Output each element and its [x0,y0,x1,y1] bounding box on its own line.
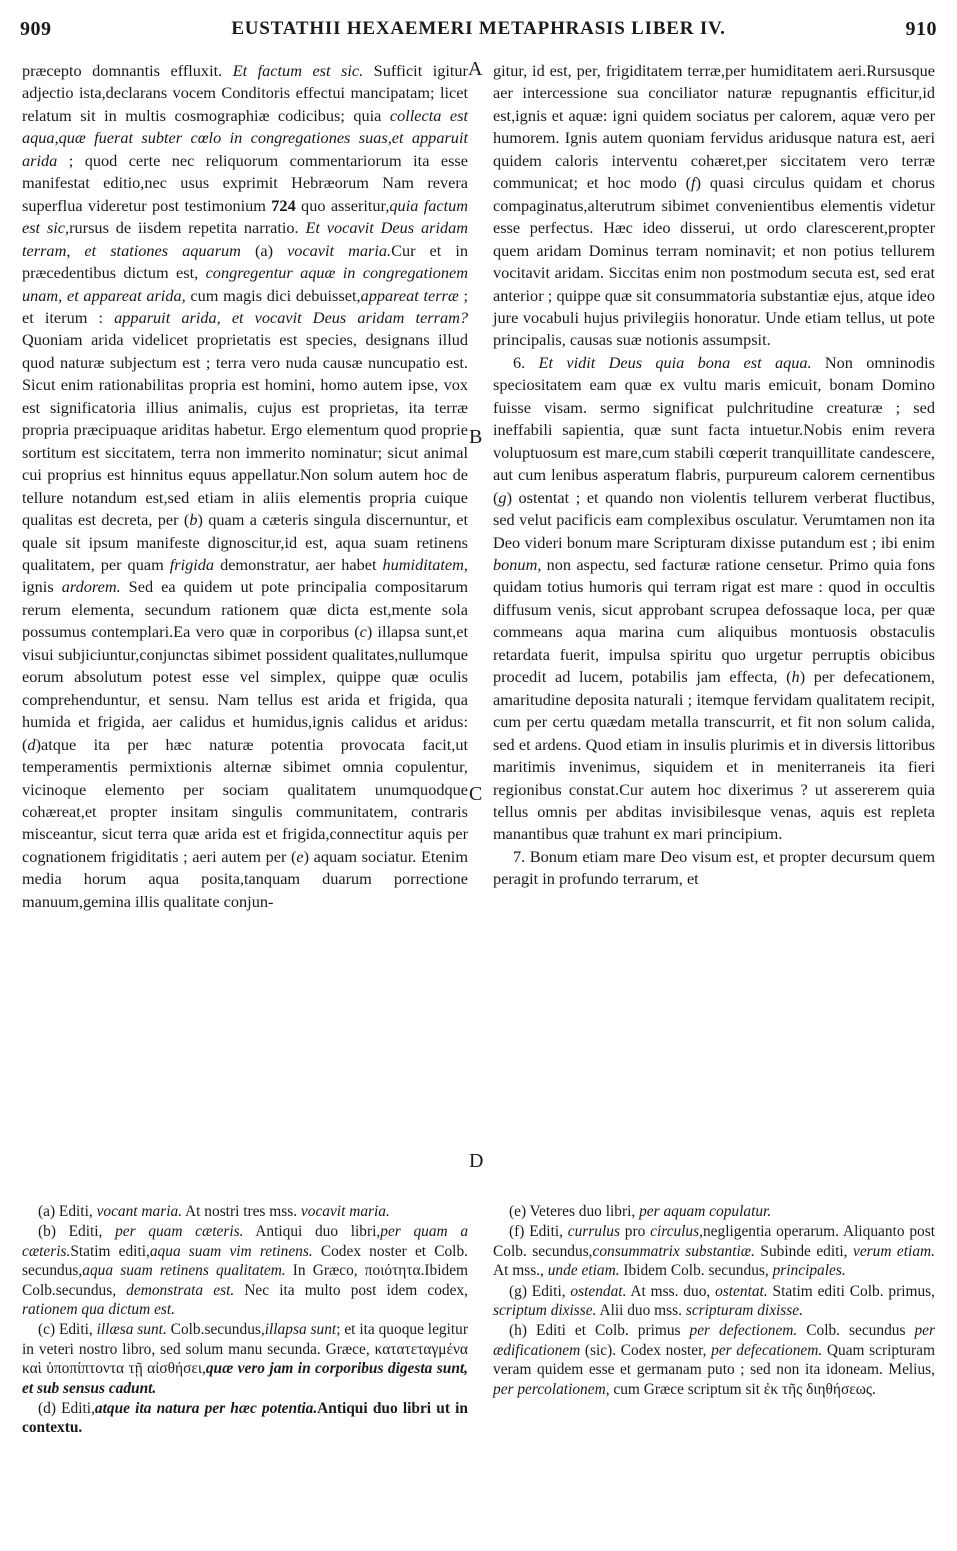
emphasis: demonstrata est. [126,1281,235,1299]
footnote-a [22,1202,468,1221]
emphasis: verum etiam. [853,1242,935,1260]
emphasis: atque ita natura per hæc potentia. [94,1400,318,1418]
text: At nostri tres mss. [182,1203,301,1220]
text: Antiqui duo libri ut in contextu. [22,1400,468,1437]
note-ref: b [189,510,198,530]
emphasis: per percolationem, [493,1380,610,1398]
scripture-quote: vocavit maria. [287,240,392,260]
text: quo asseritur, [295,195,390,215]
emphasis: rationem qua dictum est. [22,1301,176,1319]
emphasis: per aquam copulatur. [639,1203,772,1220]
text: ) per defecationem, amaritudine deposita naturali ; itemque fervidam qualitatem recipit, cum per certu quædam metalla transcurrit, et fit non solum calida, sed et ardens. Quod etiam in insulis plurimis et in diversis littoribus maritimis invenimus, siquidem et in meniterraneis ita fieri regionibus constat.Cur autem hoc dixerimus ? ut assererem quia tellus omnis per abditas invisibilesque venas, aquis est repleta manantibus quæ trahunt ex mari principium. [493,667,935,844]
margin-letter-b: B [469,426,483,448]
text: negligentia operarum. Aliquanto post Colb. secundus, [493,1223,935,1260]
footnote-e [493,1202,935,1221]
emphasis: ostentat. [715,1282,768,1300]
emphasis: illapsa sunt [264,1321,337,1339]
text: Cur et in præcedentibus dictum est, [22,240,468,283]
emphasis: per quam a cæteris. [22,1223,469,1260]
text: rursus de iisdem repetita narratio. [69,218,306,238]
text: Sufficit igitur adjectio ista,declarans vocem Conditoris effectui mancipatam; licet relatum sit in multis cosmographiæ codicibus; quia [22,61,468,125]
text: ) illapsa sunt,et visui subjiciuntur,conjunctas sibimet possident qualitates,nullumque eorum absolutum potest esse vel simplex, quippe quæ oculis comprehenduntur, et sensu. Nam tellus est arida et frigida, qua humida et frigida, aer calidus et humidus,ignis calidus et aridus: ( [22,622,468,754]
emphasis: per quam cæteris. [115,1223,244,1241]
note-ref: c [359,622,367,642]
emphasis: principales. [772,1262,846,1280]
text: At mss., [493,1262,548,1280]
text: ) ostentat ; et quando non violentis tellurem verberat fluctibus, sed velut pacificis eam complexibus osculatur. Verumtamen non ita Deo videri bonum mare Scripturam dixisse putandum est ; ibi enim [493,487,935,552]
text: Statim editi Colb. primus, [767,1282,935,1300]
emphasis: circulus, [650,1223,703,1241]
text: , ignis [22,554,468,597]
text: demonstratur, aer habet [214,554,383,574]
footnote-d [22,1399,468,1438]
text: )atque ita per hæc naturæ potentia provocata facit,ut temperamentis permixtionis alternæ sibimet omnia copulentur, vicinoque elemento per sociam qualitatem unumquodque cohæreat,et propter insitam singulis communitatem, contraris misceantur, sicut terra quæ arida est et frigida,connectitur aquis per cognationem frigiditatis ; aeri autem per ( [22,734,468,866]
note-ref: (a) [240,240,288,260]
scripture-quote: Et vidit Deus quia bona est aqua. [538,352,812,372]
emphasis: ostendat. [570,1282,627,1300]
note-ref: g [498,487,507,507]
emphasis: consummatrix substantiæ. [592,1242,755,1260]
text: At mss. duo, [626,1282,716,1300]
emphasis: frigida [169,554,215,574]
text: (a) Editi, [38,1203,97,1220]
emphasis: humiditatem [382,554,464,574]
text: Subinde editi, [754,1242,853,1260]
footnote-b [22,1222,468,1319]
text: ; et ita quoque legitur in veteri nostro libro, sed solum manu secunda. Græce, κατατεταγμένα καὶ ὑποπίπτοντα τῇ αἰσθήσει, [22,1321,468,1378]
text: (f) Editi, [509,1223,568,1241]
emphasis: vocant maria. [96,1203,183,1220]
text: (h) Editi et Colb. primus [509,1322,690,1340]
note-ref: e [296,846,304,866]
text: Quam scripturam veram quidem esse et germanam puto ; sed non ita idoneam. Melius, [493,1341,935,1379]
emphasis: per defecationem. [711,1341,823,1359]
text: Non omninodis speciositatem eam quæ ex vultu maris emicuit, bonam Domino fuisse visam. sermo significat pulchritudine creaturæ ; sed ineffabili sapientia, quæ sunt facta intuetur.Nobis enim revera voluptuosum est mare,cum stabili cœperit tranquillitate candescere, aut cum lenibus asperatum flabris, purpureum calorem cernentibus ( [493,352,936,507]
emphasis: per defectionem. [689,1322,798,1340]
section-6-paragraph [493,352,935,846]
emphasis: vocavit maria. [300,1203,390,1220]
text: cum magis dici debuisset, [185,285,361,305]
running-header [20,18,937,44]
emphasis: aqua suam vim retinens. [149,1242,313,1260]
text: Codex noster et Colb. secundus, [22,1242,468,1280]
text: ; quod certe nec reliquorum commentariorum ita esse manifestat editio,nec usus exprimit Hebræorum Nam revera superflua videretur post testimonium [22,150,468,215]
text: Alii duo mss. [596,1302,686,1320]
text: (sic). Codex noster, [580,1341,712,1359]
text: Colb. secundus [797,1322,915,1340]
emphasis: ardorem. [61,577,121,597]
footnote-h [493,1321,935,1399]
left-column [22,60,468,913]
note-ref: d [27,734,36,754]
text: non aspectu, sed facturæ ratione censetur. Primo quia fons quidam totius humoris qui terram rigat est mare : quod in occultis diffusum venis, sicut approbant scrupea defossaque loca, per quæ commeans aqua marina cum aliquibus montuosis obstaculis retardata fuerit, impulsa spiritu quo urgetur perruptis obicibus procedit ad lucem, potabilis jam effecta, ( [493,554,935,687]
text: gitur, id est, per, frigiditatem terræ,per humiditatem aeri.Rursusque aer intercessione sua conciliator naturæ repugnantis efficitur,id est,ignis et aquæ: igni quidem sociatus per calorem, aquæ vero per humorem. Ignis autem quoniam fervidus aridusque natura est, aeri quidem caloris interventu cohæret,per siccitatem vero terræ communicat; et hoc modo ( [493,61,935,193]
text: pro [619,1223,651,1241]
footnote-f [493,1222,935,1280]
footnote-g [493,1282,935,1321]
text: 7. Bonum etiam mare Deo visum est, et propter decursum quem peragit in profundo terrarum, et [493,846,935,889]
text: Antiqui duo libri, [243,1223,381,1241]
text: (c) Editi, [38,1321,97,1339]
running-title: EUSTATHII HEXAEMERI METAPHRASIS LIBER IV. [231,18,726,39]
text: ) quam a cæteris singula discernuntur, et quale sit ipsum manifeste dignoscitur,id est, aqua suam retinens qualitatem, per quam [22,510,468,574]
emphasis: aqua suam retinens qualitatem. [82,1262,286,1280]
emphasis: currulus [567,1223,620,1241]
right-column [493,60,935,891]
emphasis: bonum, [493,554,542,574]
scripture-quote: appareat terræ [360,285,459,305]
scripture-quote: Et vocavit Deus aridam terram, et stationes aquarum [22,218,469,260]
margin-letter-d: D [469,1150,484,1172]
right-paragraph [493,60,935,352]
text: (d) Editi, [38,1400,95,1418]
emphasis: per ædificationem [493,1322,935,1359]
text: ) aquam sociatur. Etenim media horum aqua posita,tanquam duarum porrectione manuum,gemina illis qualitate conjun- [22,846,468,911]
scripture-quote: quia factum est sic, [22,195,469,238]
text: Quoniam arida videlicet proprietatis est species, designans illud quod naturæ subjectum est ; terra vero nuda causæ nuncupatio est. Sicut enim rationabilitas propria est homini, homo autem ipse, vox est significatoria illius animalis, cujus est proprietas, ita terræ propria præcipuaque ariditas habetur. Ergo elementum quod proprie sortitum est siccitatem, terra non immerito nominatur; sicut animal cui proprius est hinnitus equus appellatur.Non solum autem hoc de tellure notandum est,sed etiam in aliis elementis propria cuique qualitas est decreta, per ( [22,330,468,530]
note-ref: h [791,667,800,687]
section-number: 6. [513,352,539,372]
emphasis: scriptum dixisse. [493,1302,597,1320]
emphasis: unde etiam. [547,1262,620,1280]
text: (e) Veteres duo libri, [509,1203,640,1220]
emphasis: scripturam dixisse. [685,1302,803,1320]
text: Ibidem Colb. secundus, [619,1262,773,1280]
emphasis: quæ vero jam in corporibus digesta sunt, et sub sensus cadunt. [22,1360,469,1397]
scripture-quote: congregentur aquæ in congregationem unam, et appareat arida, [22,263,468,305]
emphasis: illæsa sunt. [96,1321,167,1339]
footnote-c [22,1320,468,1398]
text: ) quasi circulus quidam et chorus compaginatus,alterutrum sibimet convenientibus elementis videtur esse perfectus. Hæc ideo disserui, ut ordo clarescerent,propter quem aridam Dominus terram nominavit; et non potius tellurem vocitavit aridam. Siccitas enim non postmodum secuta est, sed erat anterior ; quippe quæ sit consummatoria substantiæ ejus, atque ideo jure vocabuli hujus privilegiis honoratur. Unde etiam tellus, ut pote principalis, causas suæ notionis assumpsit. [493,173,935,350]
section-7-paragraph [493,846,935,891]
scripture-quote: Et factum est sic. [232,61,364,80]
text: Sed ea quidem ut pote principalia compositarum rerum elementa, secundum rationem quæ dicta est,mente sola possumus contemplari.Ea vero quæ in corporibus ( [22,577,468,642]
text: Colb.secundus, [166,1321,265,1339]
page-number-left: 909 [20,18,52,40]
margin-letter-c: C [469,783,483,805]
margin-letter-a: A [468,58,483,80]
left-paragraph [22,60,468,913]
text: cum Græce scriptum sit ἐκ τῆς διηθήσεως. [609,1380,876,1398]
page-number-right: 910 [905,18,937,40]
text: (g) Editi, [509,1282,571,1300]
column-number: 724 [271,195,296,215]
note-ref: f [691,173,696,193]
footnotes-left [22,1202,468,1439]
text: In Græco, ποιότητα.Ibidem Colb.secundus, [22,1262,469,1299]
text: (b) Editi, [38,1223,116,1241]
text: Statim editi, [70,1242,150,1260]
scripture-quote: collecta est aqua,quæ fuerat subter cœlo in congregationes suas,et apparuit arida [22,105,469,170]
text: ; et iterum : [22,285,468,327]
text: præcepto domnantis effluxit. [22,61,233,80]
footnotes-right [493,1202,935,1400]
scripture-quote: apparuit arida, et vocavit Deus aridam terram? [114,307,469,327]
text: Nec ita multo post idem codex, [234,1281,468,1299]
